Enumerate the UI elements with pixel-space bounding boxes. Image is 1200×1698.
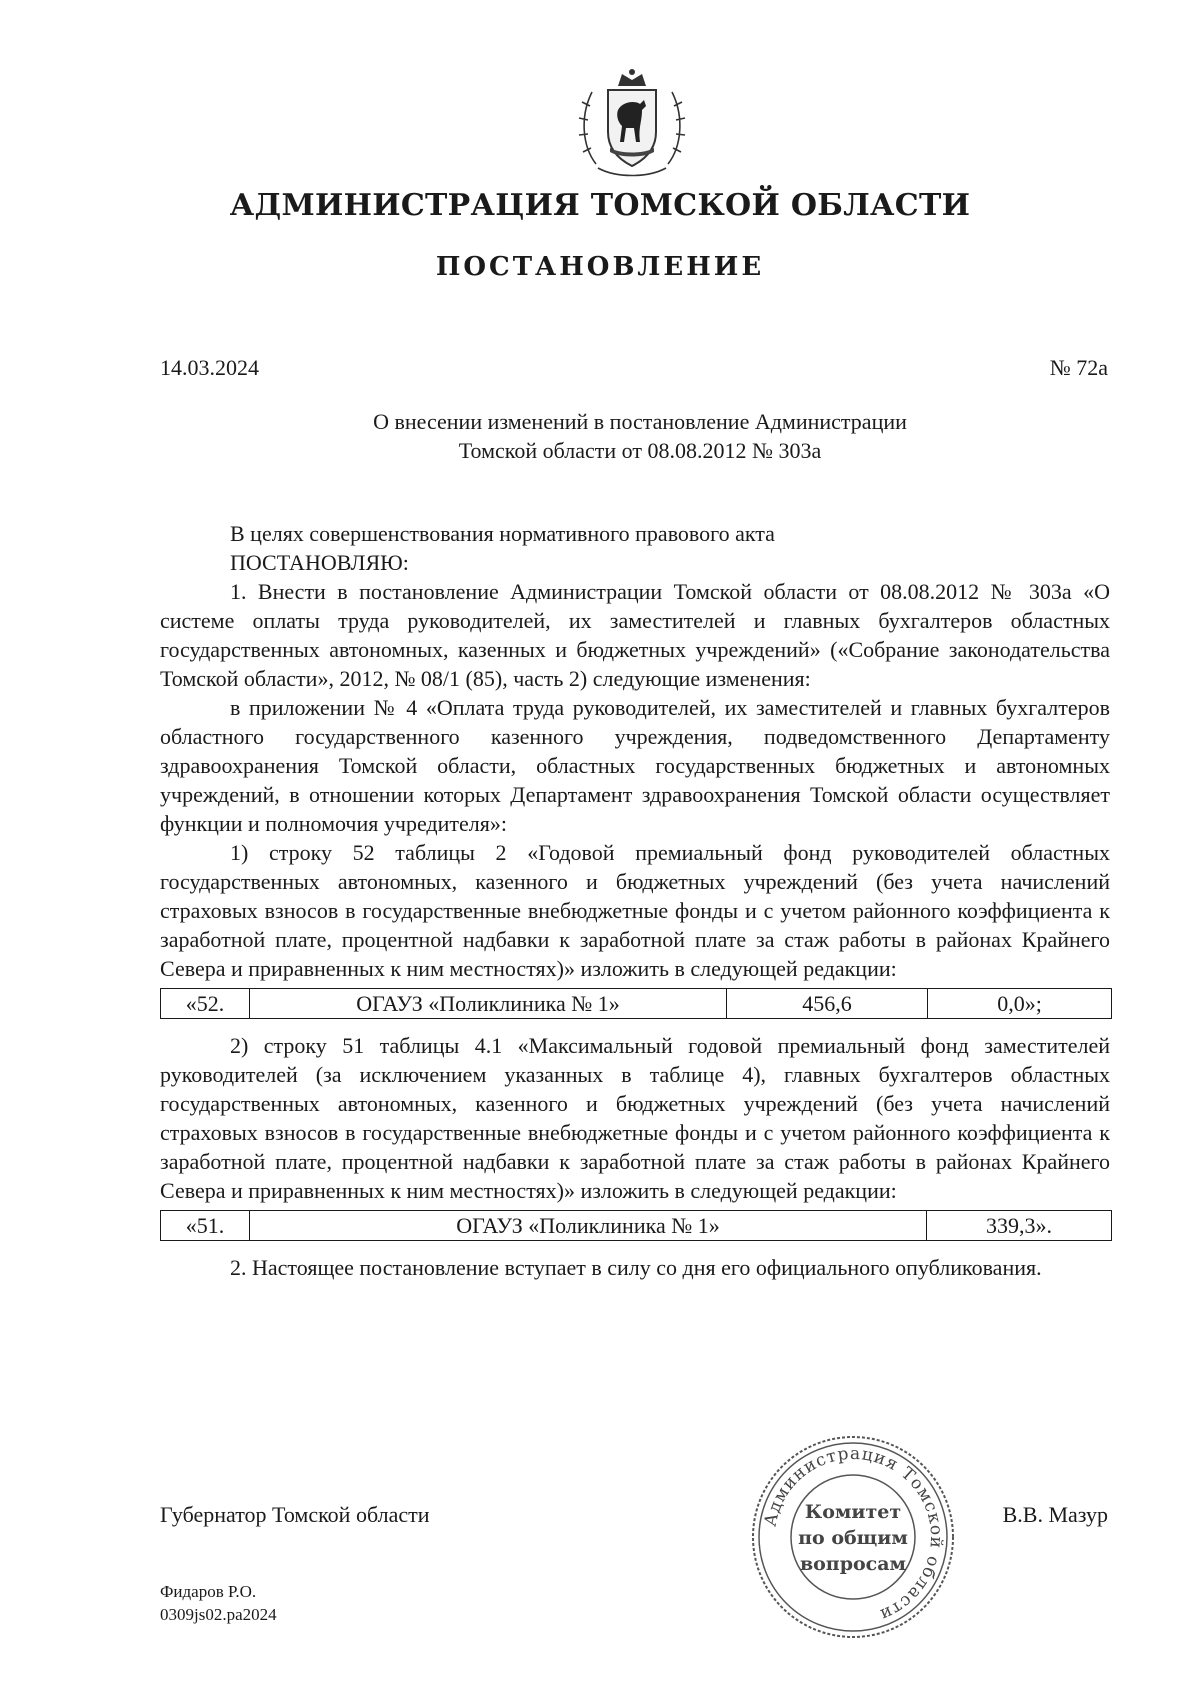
- table-cell-num: «52.: [161, 989, 250, 1019]
- stamp-ring-text: Администрация Томской области: [760, 1443, 947, 1625]
- subject-line-1: О внесении изменений в постановление Администрации: [373, 409, 907, 434]
- subitem-2: 2) строку 51 таблицы 4.1 «Максимальный годовой премиальный фонд заместителей руководителей (за исключением указанных в таблице 4), главных бухгалтеров областных государственных автономных, казенного и бюджетных учреждений (без учета начислений страховых взносов в государственные внебюджетные фонды и с учетом районного коэффициента к заработной плате, процентной надбавки к заработной плате за стаж работы в районах Крайнего Севера и приравненных к ним местностях)» изложить в следующей редакции:: [160, 1033, 1110, 1203]
- preamble: В целях совершенствования нормативного правового акта: [230, 521, 775, 546]
- document-number: № 72а: [1049, 355, 1108, 380]
- official-stamp: [748, 1432, 958, 1642]
- document-body: [160, 519, 1110, 1282]
- appendix-paragraph: в приложении № 4 «Оплата труда руководителей, их заместителей и главных бухгалтеров областного государственного казенного учреждения, подведомственного Департаменту здравоохранения Томской области, областных государственных бюджетных и автономных учреждений, в отношении которых Департамент здравоохранения Томской области осуществляет функции и полномочия учредителя»:: [160, 695, 1110, 836]
- subject-line-2: Томской области от 08.08.2012 № 303а: [458, 438, 822, 463]
- table-cell-value-1: 456,6: [727, 989, 928, 1019]
- table-cell-value: 339,3».: [927, 1211, 1112, 1241]
- table-cell-name: ОГАУЗ «Поликлиника № 1»: [250, 989, 727, 1019]
- table-row: [161, 1211, 1112, 1241]
- document-subject: [200, 407, 1080, 465]
- resolve-heading: ПОСТАНОВЛЯЮ:: [230, 550, 409, 575]
- signatory-name: В.В. Мазур: [1002, 1502, 1108, 1527]
- document-date: 14.03.2024: [160, 355, 259, 380]
- coat-of-arms-icon: [576, 66, 688, 182]
- stamp-center-line-1: Комитет: [804, 1501, 902, 1523]
- table-row: [161, 989, 1112, 1019]
- signatory-position: Губернатор Томской области: [160, 1502, 430, 1527]
- table-cell-num: «51.: [161, 1211, 250, 1241]
- organization-title: АДМИНИСТРАЦИЯ ТОМСКОЙ ОБЛАСТИ: [229, 188, 971, 223]
- executor-block: [160, 1580, 277, 1626]
- amendment-table-1: [160, 988, 1112, 1019]
- executor-name: Фидаров Р.О.: [160, 1582, 257, 1601]
- executor-code: 0309js02.pa2024: [160, 1605, 277, 1624]
- stamp-center-line-3: вопросам: [799, 1553, 907, 1575]
- subitem-1: 1) строку 52 таблицы 2 «Годовой премиальный фонд руководителей областных государственных автономных, казенного и бюджетных учреждений (без учета начислений страховых взносов в государственные внебюджетные фонды и с учетом районного коэффициента к заработной плате, процентной надбавки к заработной плате за стаж работы в районах Крайнего Севера и приравненных к ним местностях)» изложить в следующей редакции:: [160, 840, 1110, 981]
- amendment-table-2: [160, 1210, 1112, 1241]
- item-2: 2. Настоящее постановление вступает в силу со дня его официального опубликования.: [230, 1255, 1042, 1280]
- item-1: 1. Внести в постановление Администрации Томской области от 08.08.2012 № 303а «О системе оплаты труда руководителей, их заместителей и главных бухгалтеров областных государственных автономных, казенных и бюджетных учреждений» («Собрание законодательства Томской области», 2012, № 08/1 (85), часть 2) следующие изменения:: [160, 579, 1110, 691]
- table-cell-name: ОГАУЗ «Поликлиника № 1»: [250, 1211, 927, 1241]
- document-type: ПОСТАНОВЛЕНИЕ: [435, 252, 765, 282]
- stamp-center-line-2: по общим: [798, 1527, 908, 1549]
- table-cell-value-2: 0,0»;: [928, 989, 1112, 1019]
